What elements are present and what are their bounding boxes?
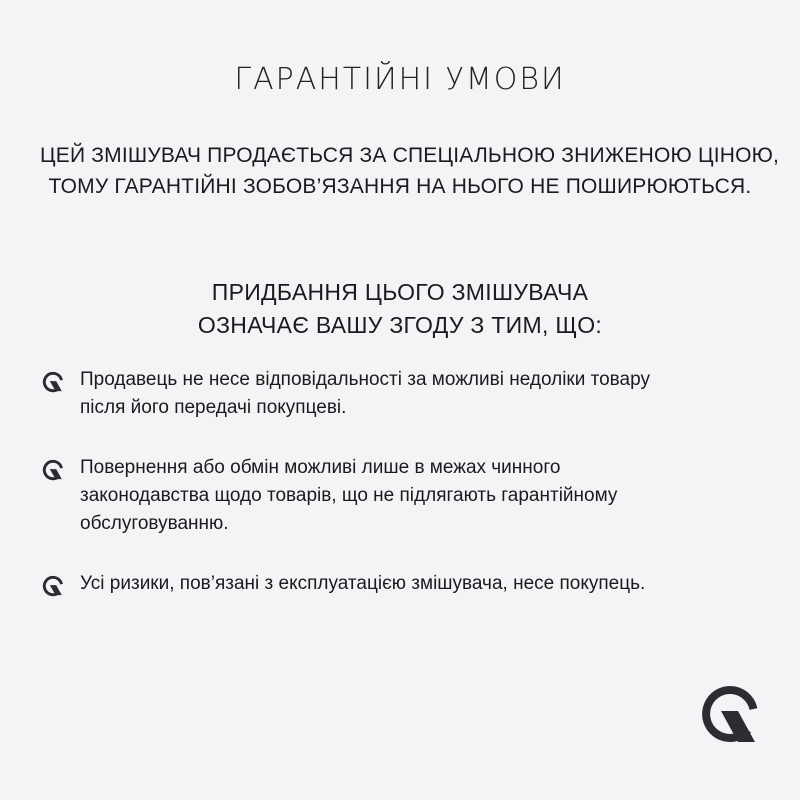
subheading [0, 276, 800, 342]
list-item-line: після його передачі покупцеві. [80, 397, 347, 418]
list-item-line: Повернення або обмін можливі лише в межах чинного [80, 457, 561, 478]
lead-paragraph [40, 140, 780, 202]
subheading-line-1: ПРИДБАННЯ ЦЬОГО ЗМІШУВАЧА [211, 279, 589, 305]
brand-q-bullet-icon [42, 575, 64, 597]
list-item-line: обслуговуванню. [80, 513, 229, 534]
list-item [42, 454, 762, 538]
conditions-list [42, 366, 762, 630]
list-item [42, 570, 762, 598]
list-item-line: Продавець не несе відповідальності за можливі недоліки товару [80, 369, 650, 390]
lead-line-2: ТОМУ ГАРАНТІЙНІ ЗОБОВ’ЯЗАННЯ НА НЬОГО НЕ ПОШИРЮЮТЬСЯ. [48, 175, 752, 198]
lead-line-1: ЦЕЙ ЗМІШУВАЧ ПРОДАЄТЬСЯ ЗА СПЕЦІАЛЬНОЮ ЗНИЖЕНОЮ ЦІНОЮ, [40, 144, 780, 167]
list-item-line: законодавства щодо товарів, що не підлягають гарантійному [80, 485, 618, 506]
page-title: ГАРАНТІЙНІ УМОВИ [234, 62, 566, 97]
brand-q-bullet-icon [42, 371, 64, 393]
list-item [42, 366, 762, 422]
list-item-text [80, 570, 645, 598]
list-item-text [80, 366, 650, 422]
brand-q-bullet-icon [42, 459, 64, 481]
brand-q-logo-icon [700, 684, 760, 744]
list-item-line: Усі ризики, пов’язані з експлуатацією змішувача, несе покупець. [80, 573, 646, 594]
subheading-line-2: ОЗНАЧАЄ ВАШУ ЗГОДУ З ТИМ, ЩО: [197, 312, 603, 338]
list-item-text [80, 454, 617, 538]
